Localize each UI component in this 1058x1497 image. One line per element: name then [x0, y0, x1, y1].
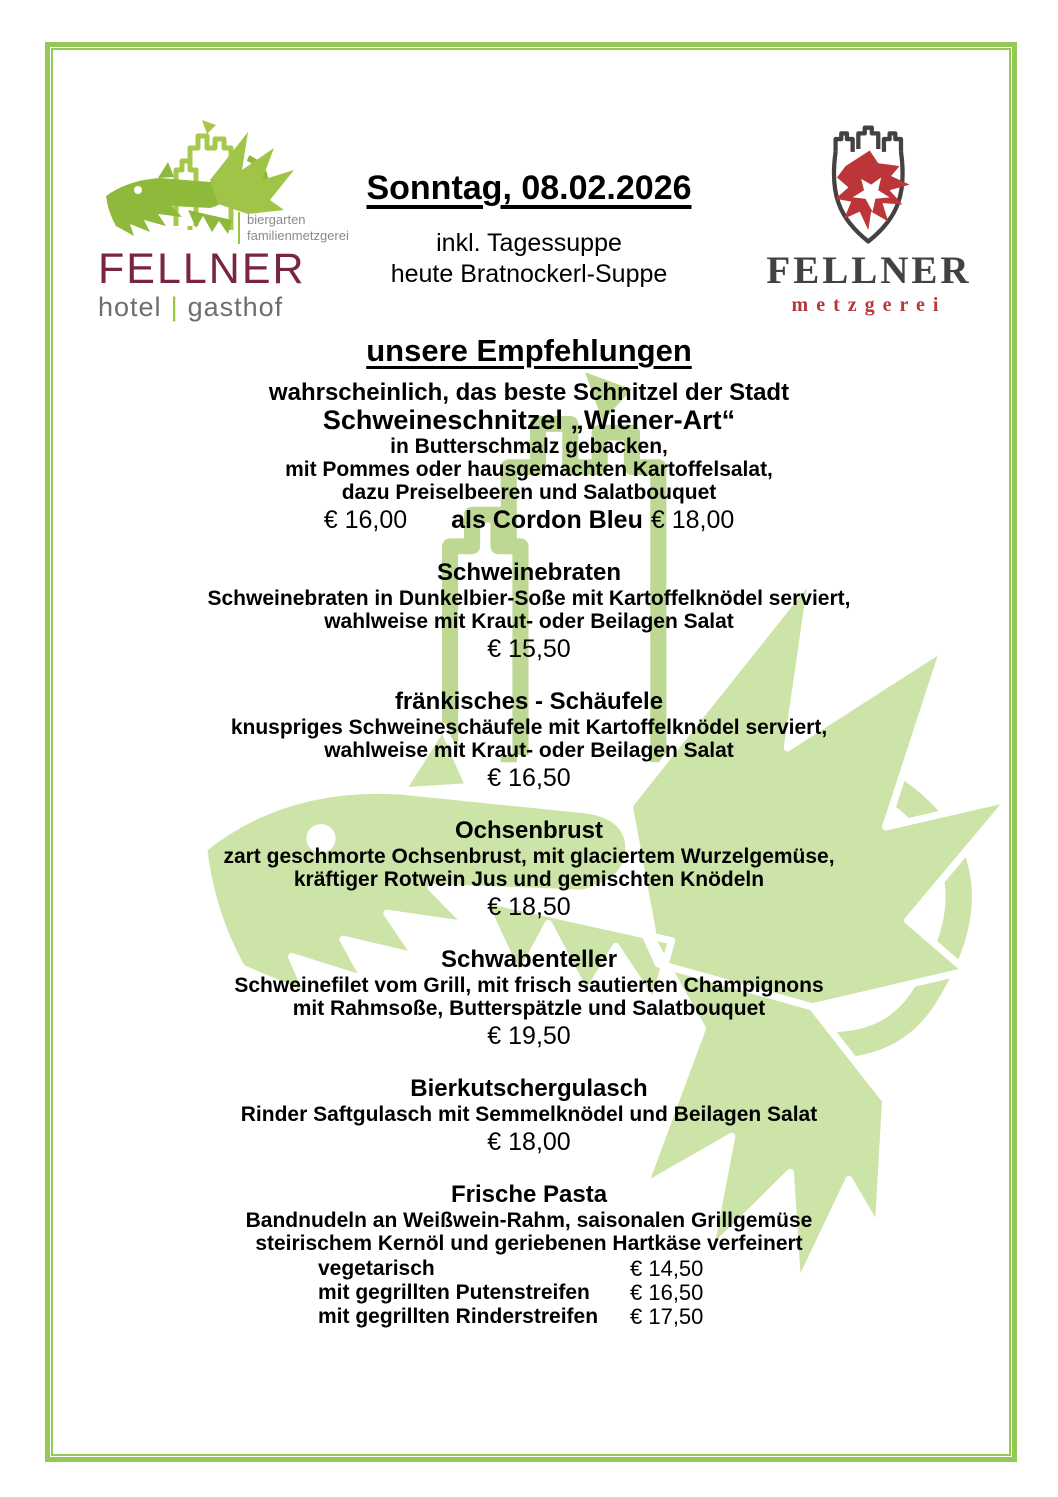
- menu-item-name: fränkisches - Schäufele: [394, 688, 664, 715]
- logo-wordmark-fellner-metzgerei: FELLNER: [766, 249, 972, 292]
- menu-item-price: € 18,00: [487, 1128, 571, 1156]
- menu-item: [30, 817, 1028, 921]
- menu-item-description: [30, 716, 1028, 762]
- menu-variant-row: [30, 1257, 1028, 1281]
- variant-price: € 16,50: [630, 1280, 704, 1305]
- description-line: Bandnudeln an Weißwein-Rahm, saisonalen Grillgemüse: [245, 1209, 813, 1232]
- menu-item-price: € 15,50: [487, 635, 571, 663]
- menu-item-price: € 19,50: [487, 1022, 571, 1050]
- menu-item: [30, 379, 1028, 534]
- description-line: dazu Preiselbeeren und Salatbouquet: [341, 481, 717, 504]
- variant-price: € 14,50: [630, 1256, 704, 1281]
- menu-item-name: Schwabenteller: [440, 946, 618, 973]
- menu-variant-row: [30, 1281, 1028, 1305]
- price-part: € 18,00: [650, 506, 735, 534]
- description-line: wahlweise mit Kraut- oder Beilagen Salat: [324, 739, 734, 762]
- variant-label: vegetarisch: [318, 1257, 435, 1280]
- menu-item-name: Schweinebraten: [436, 559, 622, 586]
- divider-pipe: |: [170, 292, 179, 322]
- menu-variant-row: [30, 1305, 1028, 1329]
- logo-subtitle-gasthof: gasthof: [187, 292, 284, 322]
- tagline-line: biergarten: [247, 212, 306, 227]
- description-line: mit Rahmsoße, Butterspätzle und Salatbouquet: [292, 997, 766, 1020]
- menu-item-description: [30, 1103, 1028, 1126]
- menu: [30, 333, 1028, 1329]
- logo-wordmark-fellner: FELLNER: [98, 245, 306, 293]
- description-line: zart geschmorte Ochsenbrust, mit glaciertem Wurzelgemüse,: [223, 845, 835, 868]
- description-line: wahlweise mit Kraut- oder Beilagen Salat: [324, 610, 734, 633]
- logo-subtitle-hotel: hotel: [98, 292, 162, 322]
- logo-hotel-gasthof: [98, 118, 349, 322]
- soup-line-1: inkl. Tagessuppe: [436, 229, 622, 257]
- menu-item: [30, 1075, 1028, 1156]
- menu-item: [30, 946, 1028, 1050]
- description-line: steirischem Kernöl und geriebenen Hartkäse verfeinert: [255, 1232, 803, 1255]
- menu-item-price: € 16,50: [487, 764, 571, 792]
- menu-item-intro: wahrscheinlich, das beste Schnitzel der Stadt: [268, 379, 790, 406]
- logo-subtitle-metzgerei: metzgerei: [791, 294, 947, 316]
- menu-item: [30, 559, 1028, 663]
- menu-item-description: [30, 1209, 1028, 1255]
- tagline-line: familienmetzgerei: [247, 228, 349, 243]
- menu-item-name: Frische Pasta: [450, 1181, 608, 1208]
- menu-item-name: Schweineschnitzel „Wiener-Art“: [322, 405, 736, 435]
- menu-item: [30, 1181, 1028, 1329]
- description-line: Schweinebraten in Dunkelbier-Soße mit Kartoffelknödel serviert,: [207, 587, 851, 610]
- page-title: Sonntag, 08.02.2026: [366, 168, 692, 207]
- description-line: knuspriges Schweineschäufele mit Kartoffelknödel serviert,: [230, 716, 828, 739]
- description-line: mit Pommes oder hausgemachten Kartoffelsalat,: [285, 458, 773, 481]
- menu-section-title: unsere Empfehlungen: [366, 333, 692, 368]
- menu-item-description: [30, 587, 1028, 633]
- menu-items: [30, 379, 1028, 1329]
- variant-label: mit gegrillten Rinderstreifen: [318, 1305, 599, 1328]
- menu-item-description: [30, 435, 1028, 504]
- variant-label: mit gegrillten Putenstreifen: [318, 1281, 590, 1304]
- description-line: in Butterschmalz gebacken,: [390, 435, 668, 458]
- menu-item: [30, 688, 1028, 792]
- description-line: Schweinefilet vom Grill, mit frisch sautierten Champignons: [234, 974, 824, 997]
- description-line: Rinder Saftgulasch mit Semmelknödel und Beilagen Salat: [240, 1103, 818, 1126]
- menu-item-name: Ochsenbrust: [454, 817, 604, 844]
- price-part: als Cordon Bleu: [451, 506, 643, 534]
- variant-price: € 17,50: [630, 1304, 704, 1329]
- menu-item-name: Bierkutschergulasch: [410, 1075, 648, 1102]
- menu-item-price: € 18,50: [487, 893, 571, 921]
- description-line: kräftiger Rotwein Jus und gemischten Knödeln: [293, 868, 765, 891]
- menu-item-description: [30, 845, 1028, 891]
- menu-item-description: [30, 974, 1028, 1020]
- logo-subtitle-hotel-gasthof: [98, 292, 316, 322]
- soup-line-2: heute Bratnockerl-Suppe: [390, 260, 668, 288]
- price-part: € 16,00: [323, 506, 408, 534]
- daily-soup-note: [0, 228, 1058, 293]
- menu-item-variants: [30, 1257, 1028, 1329]
- menu-item-price: [30, 507, 1028, 534]
